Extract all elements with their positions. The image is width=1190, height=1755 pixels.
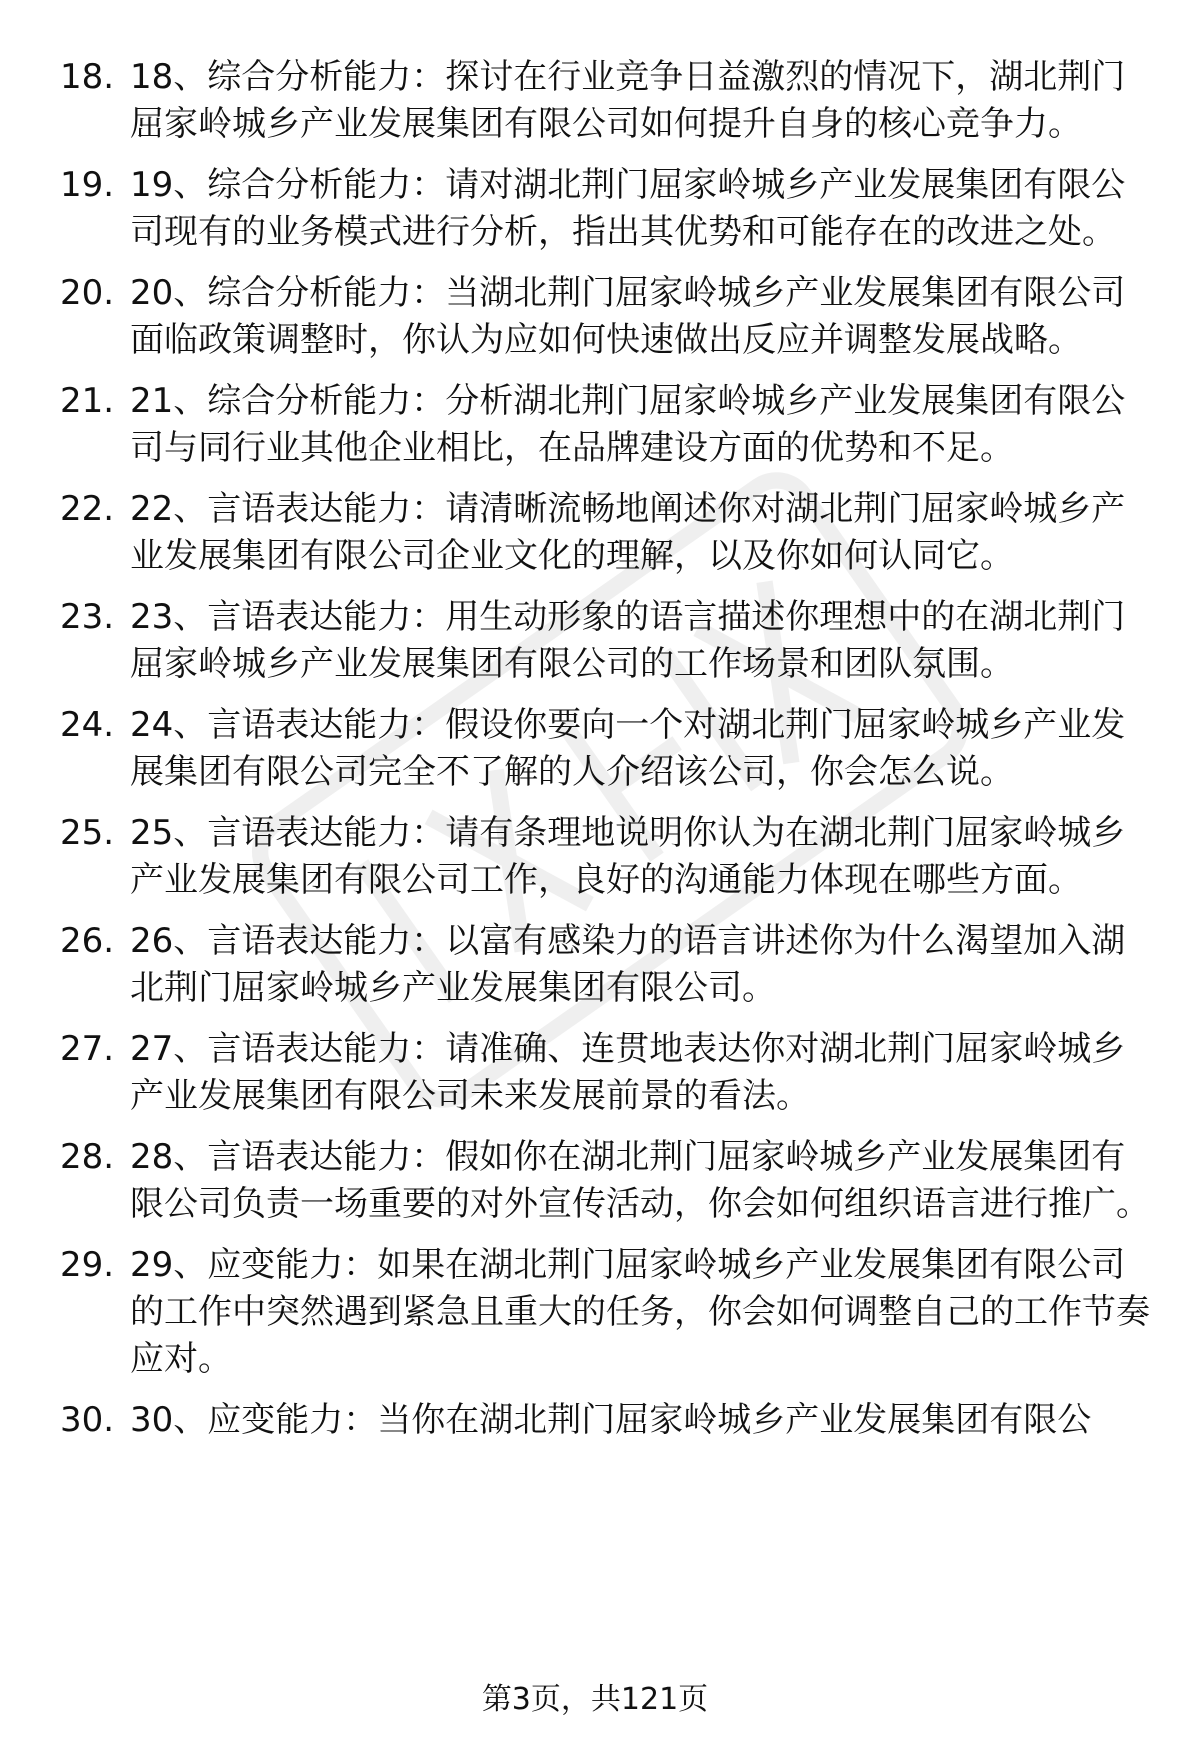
question-item [60, 162, 1155, 256]
question-number: 19. [60, 165, 115, 205]
question-item [60, 1026, 1155, 1120]
question-text: 28、言语表达能力：假如你在湖北荆门屈家岭城乡产业发展集团有限公司负责一场重要的对外宣传活动，你会如何组织语言进行推广。 [130, 1137, 1150, 1224]
question-number: 24. [60, 705, 115, 745]
question-number: 20. [60, 273, 115, 313]
question-number: 27. [60, 1029, 115, 1069]
question-text: 21、综合分析能力：分析湖北荆门屈家岭城乡产业发展集团有限公司与同行业其他企业相比，在品牌建设方面的优势和不足。 [130, 381, 1126, 468]
question-text: 19、综合分析能力：请对湖北荆门屈家岭城乡产业发展集团有限公司现有的业务模式进行分析，指出其优势和可能存在的改进之处。 [130, 165, 1126, 252]
question-list [60, 54, 1155, 1458]
question-text: 18、综合分析能力：探讨在行业竞争日益激烈的情况下，湖北荆门屈家岭城乡产业发展集团有限公司如何提升自身的核心竞争力。 [130, 57, 1126, 144]
question-text: 25、言语表达能力：请有条理地说明你认为在湖北荆门屈家岭城乡产业发展集团有限公司工作，良好的沟通能力体现在哪些方面。 [130, 813, 1126, 900]
question-item [60, 918, 1155, 1012]
question-item [60, 594, 1155, 688]
question-item [60, 810, 1155, 904]
question-number: 30. [60, 1400, 115, 1440]
page-number-footer: 第3页，共121页 [481, 1682, 709, 1717]
question-text: 26、言语表达能力：以富有感染力的语言讲述你为什么渴望加入湖北荆门屈家岭城乡产业发展集团有限公司。 [130, 921, 1126, 1008]
question-item [60, 1242, 1155, 1383]
question-text: 27、言语表达能力：请准确、连贯地表达你对湖北荆门屈家岭城乡产业发展集团有限公司未来发展前景的看法。 [130, 1029, 1126, 1116]
question-item [60, 54, 1155, 148]
question-item [60, 486, 1155, 580]
question-text: 30、应变能力：当你在湖北荆门屈家岭城乡产业发展集团有限公 [130, 1400, 1092, 1440]
question-number: 22. [60, 489, 115, 529]
question-text: 20、综合分析能力：当湖北荆门屈家岭城乡产业发展集团有限公司面临政策调整时，你认为应如何快速做出反应并调整发展战略。 [130, 273, 1126, 360]
question-number: 29. [60, 1245, 115, 1285]
question-item [60, 378, 1155, 472]
question-text: 23、言语表达能力：用生动形象的语言描述你理想中的在湖北荆门屈家岭城乡产业发展集团有限公司的工作场景和团队氛围。 [130, 597, 1126, 684]
question-text: 24、言语表达能力：假设你要向一个对湖北荆门屈家岭城乡产业发展集团有限公司完全不了解的人介绍该公司，你会怎么说。 [130, 705, 1126, 792]
question-number: 28. [60, 1137, 115, 1177]
question-number: 23. [60, 597, 115, 637]
question-number: 21. [60, 381, 115, 421]
question-item [60, 1134, 1155, 1228]
question-number: 26. [60, 921, 115, 961]
question-text: 22、言语表达能力：请清晰流畅地阐述你对湖北荆门屈家岭城乡产业发展集团有限公司企业文化的理解，以及你如何认同它。 [130, 489, 1126, 576]
question-number: 18. [60, 57, 115, 97]
question-item [60, 702, 1155, 796]
question-item [60, 270, 1155, 364]
question-number: 25. [60, 813, 115, 853]
question-item [60, 1397, 1155, 1444]
question-text: 29、应变能力：如果在湖北荆门屈家岭城乡产业发展集团有限公司的工作中突然遇到紧急且重大的任务，你会如何调整自己的工作节奏应对。 [130, 1245, 1150, 1379]
